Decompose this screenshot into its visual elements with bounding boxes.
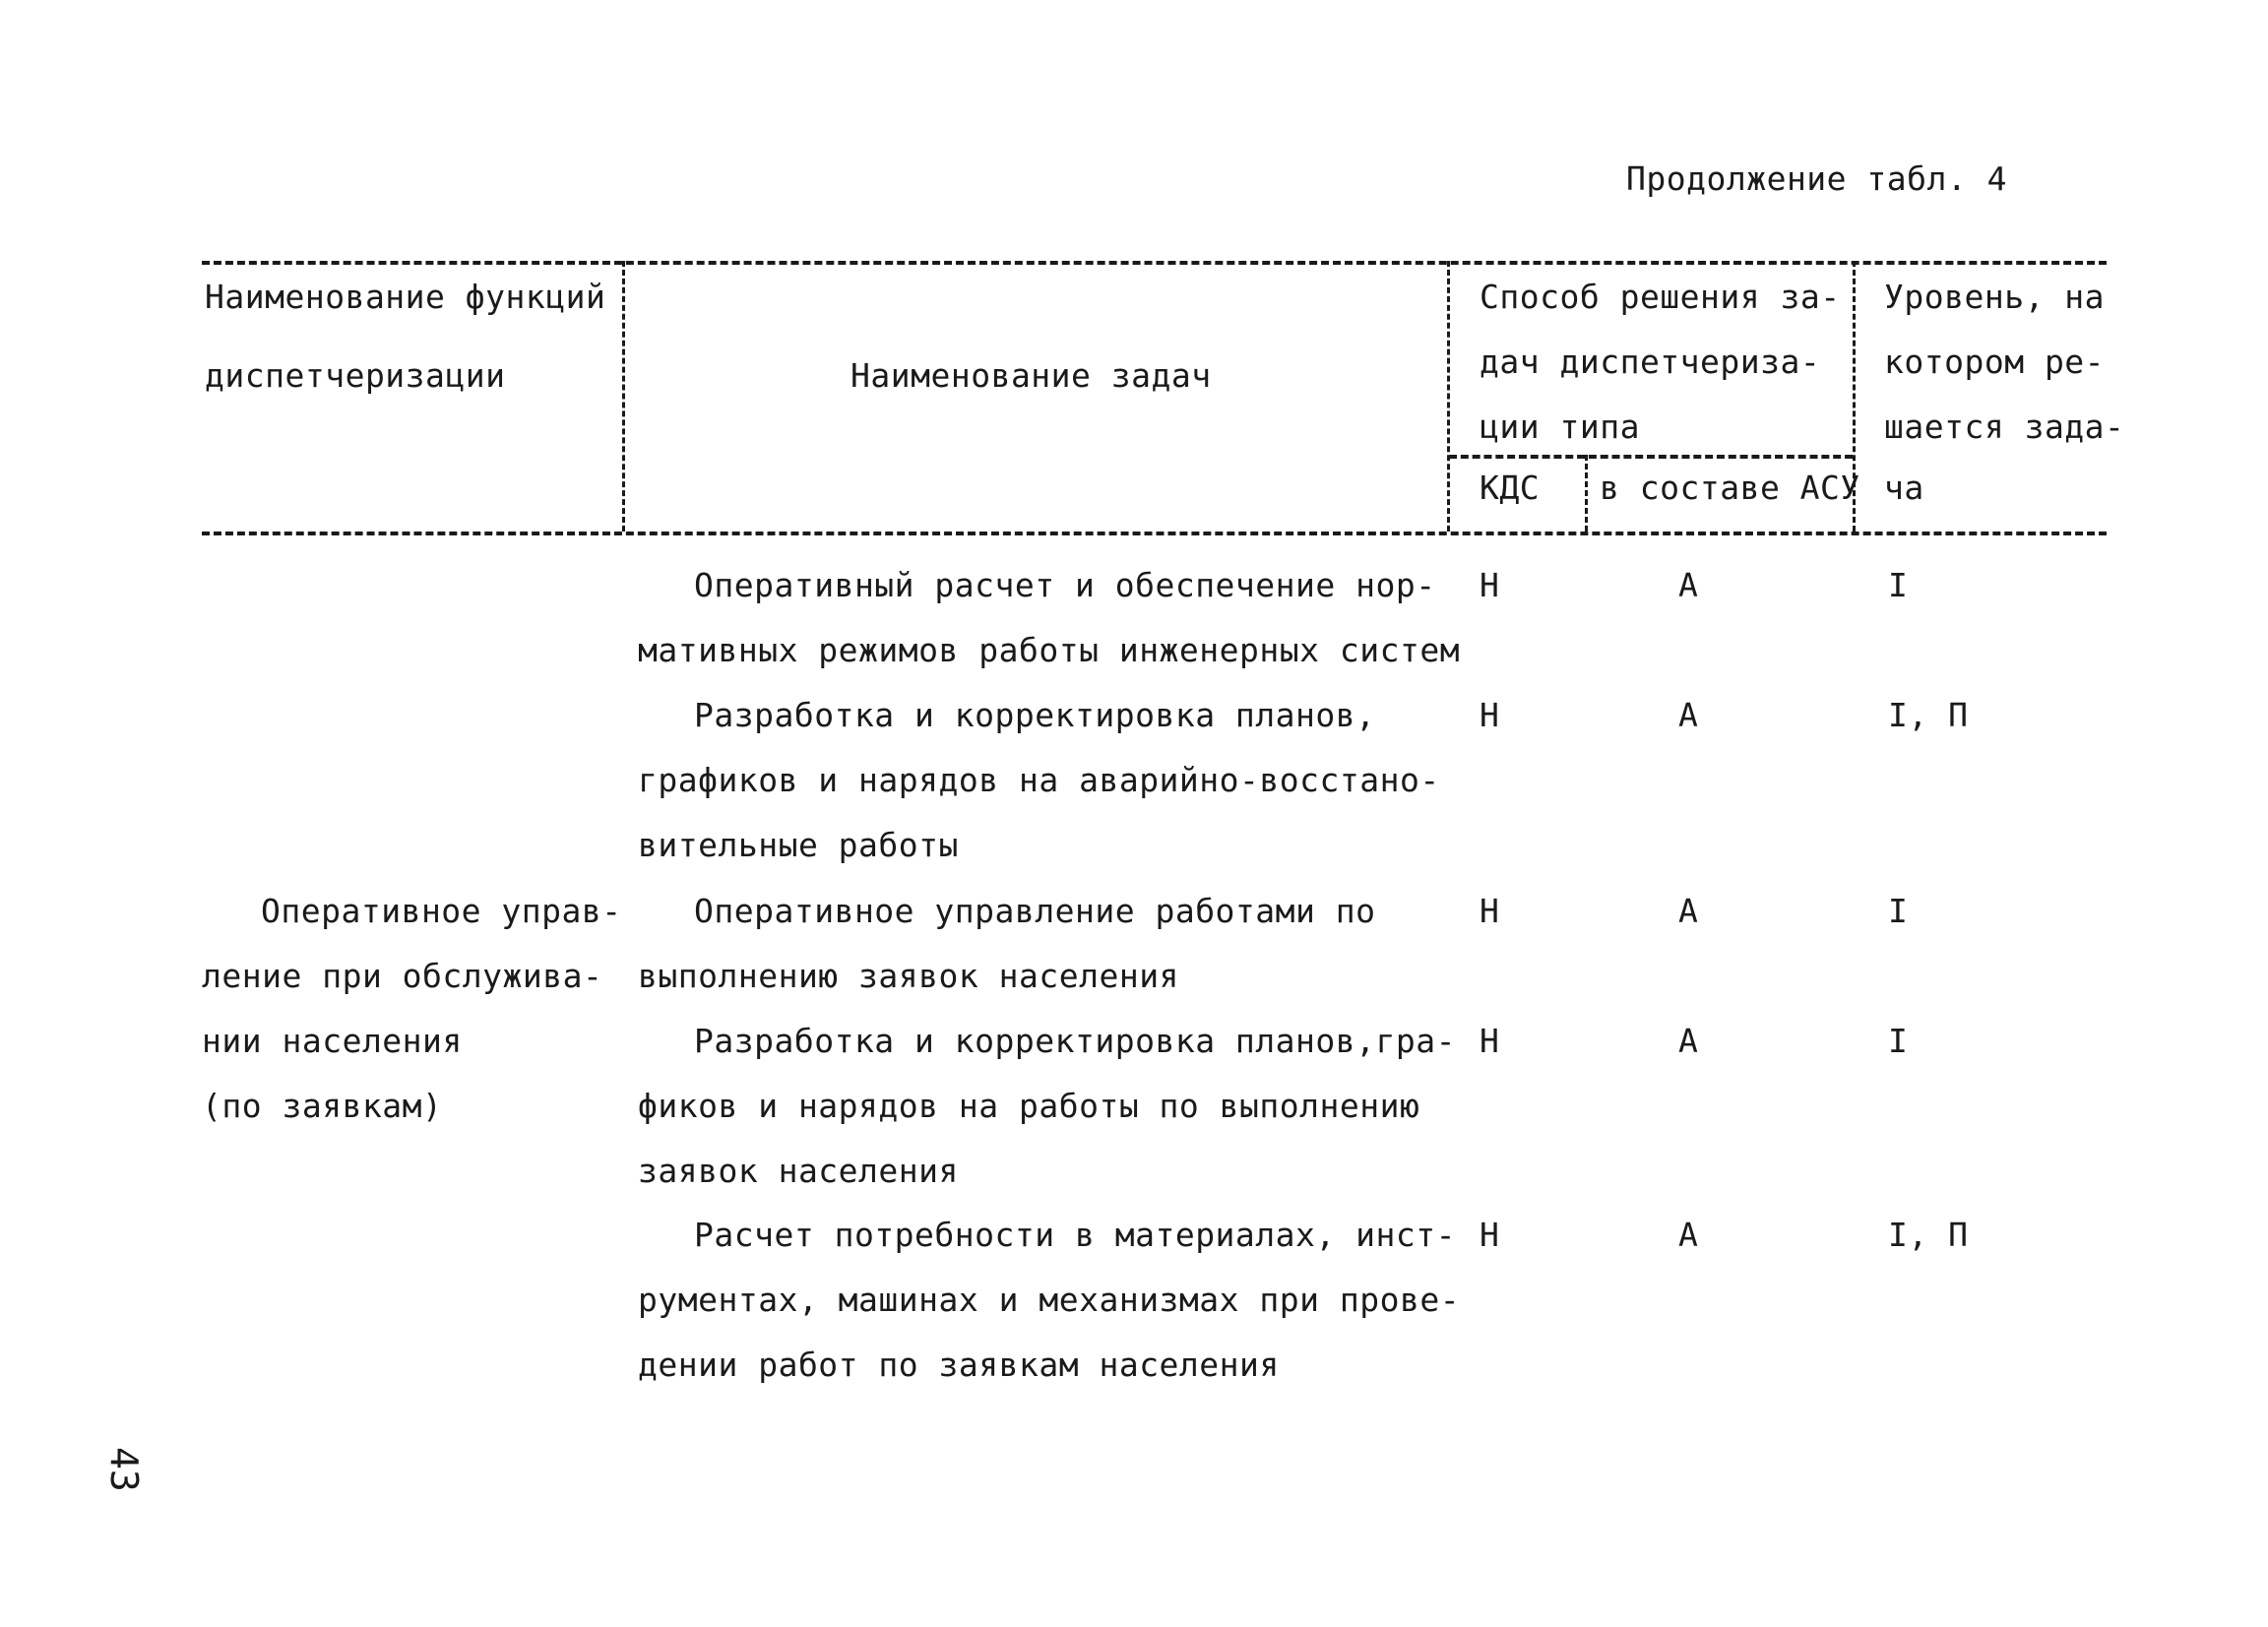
task-line: мативных режимов работы инженерных систем	[638, 631, 1461, 669]
task-line: графиков и нарядов на аварийно-восстано-	[638, 761, 1440, 799]
task-line: заявок населения	[638, 1152, 959, 1190]
kds-value: Н	[1480, 892, 1500, 930]
header-col3-line2: дач диспетчериза-	[1480, 343, 1821, 381]
task-line: вительные работы	[638, 826, 959, 864]
task-line: дении работ по заявкам населения	[638, 1345, 1280, 1384]
col-divider-2	[1447, 261, 1450, 532]
header-col3-sub-asu: в составе АСУ	[1600, 469, 1860, 507]
table-top-rule	[202, 261, 2107, 265]
function-name-line2: ление при обслужива-	[202, 957, 603, 995]
kds-value: Н	[1480, 696, 1500, 734]
level-value: I, П	[1888, 1216, 1969, 1254]
table-caption: Продолжение табл. 4	[1626, 159, 2007, 198]
header-col4-line3: шается зада-	[1884, 407, 2125, 446]
level-value: I	[1888, 566, 1909, 604]
header-col2: Наименование задач	[850, 356, 1212, 395]
header-col1-line2: диспетчеризации	[205, 356, 506, 395]
header-col3-sub-kds: КДС	[1480, 469, 1541, 507]
col-divider-1	[622, 261, 625, 532]
task-line: Расчет потребности в материалах, инст-	[694, 1216, 1456, 1254]
kds-value: Н	[1480, 566, 1500, 604]
kds-value: Н	[1480, 1216, 1500, 1254]
header-col4-line2: котором ре-	[1884, 343, 2106, 381]
asu-value: А	[1678, 566, 1699, 604]
header-bottom-rule	[202, 532, 2107, 535]
asu-value: А	[1678, 892, 1699, 930]
header-col3-line1: Способ решения за-	[1480, 278, 1841, 316]
header-col4-line4: ча	[1884, 469, 1924, 507]
task-line: Разработка и корректировка планов,	[694, 696, 1376, 734]
task-line: Оперативное управление работами по	[694, 892, 1376, 930]
task-line: Разработка и корректировка планов,гра-	[694, 1022, 1456, 1060]
task-line: фиков и нарядов на работы по выполнению	[638, 1087, 1420, 1125]
function-name-line4: (по заявкам)	[202, 1087, 443, 1125]
level-value: I	[1888, 1022, 1909, 1060]
asu-value: А	[1678, 696, 1699, 734]
header-col4-line1: Уровень, на	[1884, 278, 2106, 316]
kds-value: Н	[1480, 1022, 1500, 1060]
subheader-rule	[1449, 455, 1853, 459]
header-col3-line3: ции типа	[1480, 407, 1640, 446]
level-value: I, П	[1888, 696, 1969, 734]
header-col1-line1: Наименование функций	[205, 278, 606, 316]
page-number: 43	[102, 1447, 146, 1492]
asu-value: А	[1678, 1216, 1699, 1254]
task-line: рументах, машинах и механизмах при прове-	[638, 1281, 1461, 1319]
level-value: I	[1888, 892, 1909, 930]
function-name-line1: Оперативное управ-	[261, 892, 622, 930]
task-line: выполнению заявок населения	[638, 957, 1179, 995]
subcol-divider	[1585, 455, 1588, 532]
asu-value: А	[1678, 1022, 1699, 1060]
function-name-line3: нии населения	[202, 1022, 463, 1060]
task-line: Оперативный расчет и обеспечение нор-	[694, 566, 1436, 604]
